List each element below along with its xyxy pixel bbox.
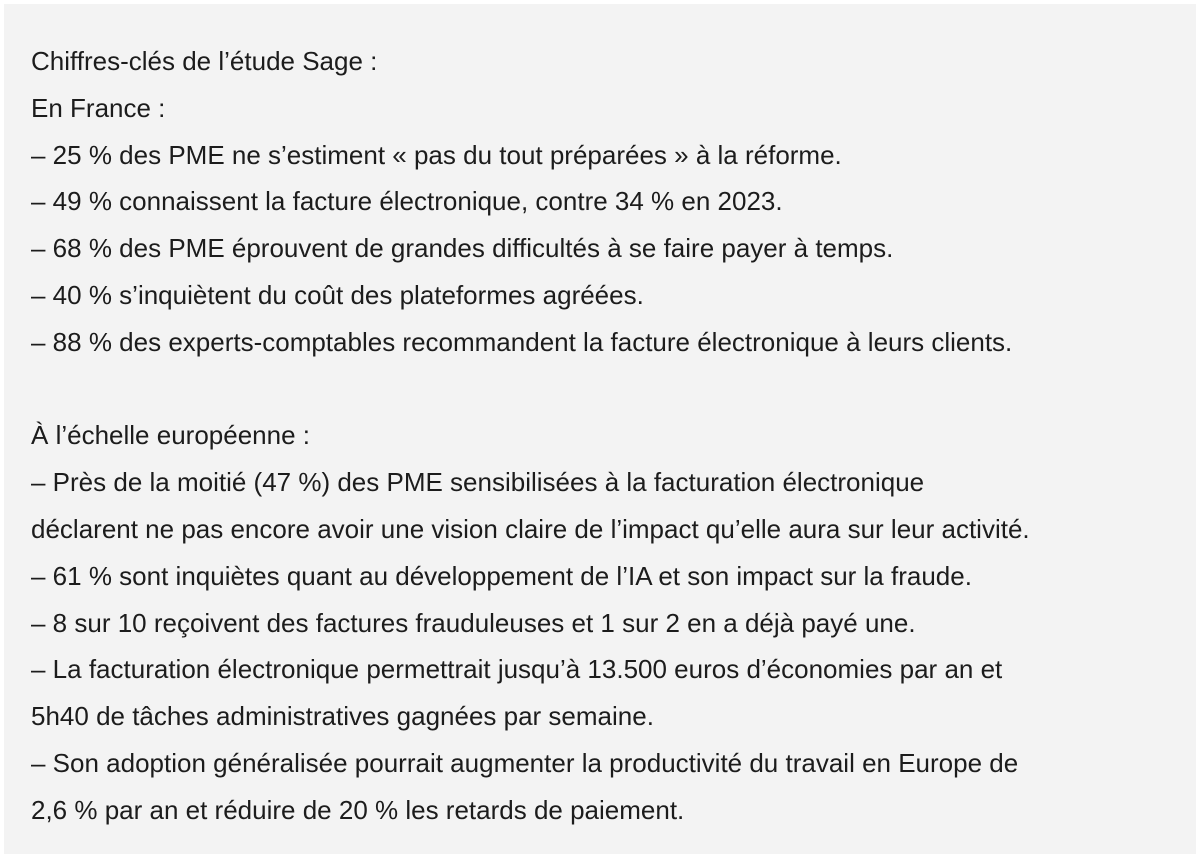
europe-line: 2,6 % par an et réduire de 20 % les retards de paiement. [31,794,685,825]
france-item: – 25 % des PME ne s’estiment « pas du tout préparées » à la réforme. [31,139,842,170]
france-item: – 88 % des experts-comptables recommandent la facture électronique à leurs clients. [31,326,1013,357]
key-figures-panel [4,4,1196,854]
france-heading: En France : [31,92,166,123]
europe-heading: À l’échelle européenne : [31,420,310,451]
france-item: – 68 % des PME éprouvent de grandes difficultés à se faire payer à temps. [31,233,894,264]
section-spacer [31,369,1196,416]
document-title: Chiffres-clés de l’étude Sage : [31,46,378,76]
europe-line: – 8 sur 10 reçoivent des factures frauduleuses et 1 sur 2 en a déjà payé une. [31,607,916,638]
europe-line: 5h40 de tâches administratives gagnées par semaine. [31,701,654,732]
france-item: – 49 % connaissent la facture électronique, contre 34 % en 2023. [31,186,783,217]
europe-line: déclarent ne pas encore avoir une vision claire de l’impact qu’elle aura sur leur activité. [31,513,1030,544]
europe-line: – Près de la moitié (47 %) des PME sensibilisées à la facturation électronique [31,467,925,498]
europe-line: – La facturation électronique permettrait jusqu’à 13.500 euros d’économies par an et [31,654,1003,685]
europe-line: – Son adoption généralisée pourrait augmenter la productivité du travail en Europe de [31,747,1019,778]
europe-line: – 61 % sont inquiètes quant au développement de l’IA et son impact sur la fraude. [31,560,972,591]
france-item: – 40 % s’inquiètent du coût des plateformes agréées. [31,279,644,310]
